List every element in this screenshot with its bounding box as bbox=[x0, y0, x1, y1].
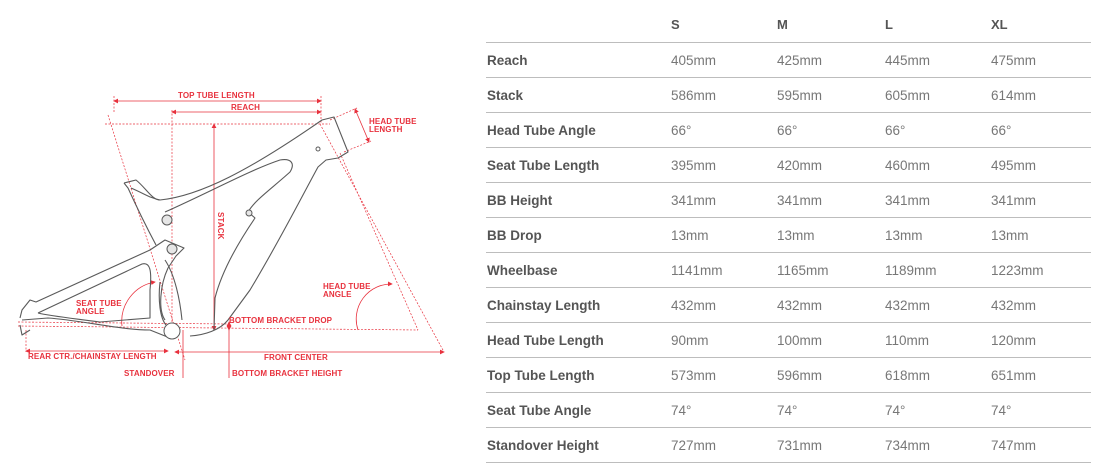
cell-xl: 66° bbox=[991, 123, 1012, 138]
table-row bbox=[486, 113, 1091, 148]
row-label: Wheelbase bbox=[487, 263, 558, 278]
cell-s: 573mm bbox=[671, 368, 717, 383]
cell-l: 432mm bbox=[885, 298, 931, 313]
column-header-l: L bbox=[885, 17, 893, 32]
cell-m: 100mm bbox=[777, 333, 823, 348]
cell-l: 66° bbox=[885, 123, 906, 138]
table-row bbox=[486, 288, 1091, 323]
cell-l: 618mm bbox=[885, 368, 931, 383]
cell-m: 1165mm bbox=[777, 263, 829, 278]
cell-xl: 475mm bbox=[991, 53, 1037, 68]
cell-xl: 341mm bbox=[991, 193, 1037, 208]
cell-l: 13mm bbox=[885, 228, 923, 243]
column-header-s: S bbox=[671, 17, 680, 32]
table-header bbox=[486, 0, 1091, 43]
cell-l: 110mm bbox=[885, 333, 930, 348]
row-label: Standover Height bbox=[487, 438, 599, 453]
table-row bbox=[486, 183, 1091, 218]
cell-m: 595mm bbox=[777, 88, 823, 103]
cell-s: 1141mm bbox=[671, 263, 723, 278]
table-row bbox=[486, 428, 1091, 463]
cell-m: 341mm bbox=[777, 193, 823, 208]
geometry-table bbox=[486, 0, 1091, 463]
table-row bbox=[486, 323, 1091, 358]
cell-s: 432mm bbox=[671, 298, 717, 313]
row-label: Top Tube Length bbox=[487, 368, 595, 383]
row-label: Seat Tube Length bbox=[487, 158, 600, 173]
cell-s: 341mm bbox=[671, 193, 717, 208]
cell-s: 13mm bbox=[671, 228, 709, 243]
row-label: Stack bbox=[487, 88, 524, 103]
cell-m: 596mm bbox=[777, 368, 823, 383]
table-row bbox=[486, 358, 1091, 393]
label-front-center: FRONT CENTER bbox=[264, 353, 328, 362]
cell-xl: 747mm bbox=[991, 438, 1037, 453]
row-label: Head Tube Length bbox=[487, 333, 604, 348]
cell-l: 734mm bbox=[885, 438, 931, 453]
cell-l: 460mm bbox=[885, 158, 931, 173]
cell-xl: 1223mm bbox=[991, 263, 1044, 278]
cell-m: 74° bbox=[777, 403, 798, 418]
cell-xl: 74° bbox=[991, 403, 1012, 418]
label-stack: STACK bbox=[216, 212, 225, 240]
cell-s: 90mm bbox=[671, 333, 709, 348]
cell-xl: 13mm bbox=[991, 228, 1029, 243]
cell-xl: 651mm bbox=[991, 368, 1037, 383]
label-head-tube-length: HEAD TUBE LENGTH bbox=[369, 117, 417, 134]
cell-m: 425mm bbox=[777, 53, 823, 68]
frame-geometry-diagram bbox=[0, 0, 470, 471]
row-label: Seat Tube Angle bbox=[487, 403, 592, 418]
cell-xl: 614mm bbox=[991, 88, 1037, 103]
cell-l: 605mm bbox=[885, 88, 931, 103]
label-seat-tube-angle: SEAT TUBE ANGLE bbox=[76, 299, 122, 316]
row-label: Head Tube Angle bbox=[487, 123, 596, 138]
cell-m: 432mm bbox=[777, 298, 823, 313]
table-row bbox=[486, 78, 1091, 113]
table-row bbox=[486, 393, 1091, 428]
label-rear-center: REAR CTR./CHAINSTAY LENGTH bbox=[28, 352, 157, 361]
label-bottom-bracket-height: BOTTOM BRACKET HEIGHT bbox=[232, 369, 343, 378]
cell-s: 586mm bbox=[671, 88, 717, 103]
bike-frame-drawing bbox=[0, 0, 470, 471]
cell-s: 395mm bbox=[671, 158, 717, 173]
cell-s: 727mm bbox=[671, 438, 717, 453]
table-row bbox=[486, 253, 1091, 288]
table-row bbox=[486, 43, 1091, 78]
row-label: BB Height bbox=[487, 193, 553, 208]
table-row bbox=[486, 148, 1091, 183]
cell-m: 420mm bbox=[777, 158, 823, 173]
label-bottom-bracket-drop: BOTTOM BRACKET DROP bbox=[229, 316, 333, 325]
cell-m: 13mm bbox=[777, 228, 815, 243]
label-standover: STANDOVER bbox=[124, 369, 175, 378]
cell-m: 731mm bbox=[777, 438, 823, 453]
cell-l: 74° bbox=[885, 403, 906, 418]
cell-l: 1189mm bbox=[885, 263, 937, 278]
label-top-tube-length: TOP TUBE LENGTH bbox=[178, 91, 255, 100]
column-header-m: M bbox=[777, 17, 788, 32]
row-label: Reach bbox=[487, 53, 528, 68]
cell-s: 74° bbox=[671, 403, 692, 418]
cell-s: 405mm bbox=[671, 53, 717, 68]
cell-s: 66° bbox=[671, 123, 692, 138]
cell-l: 341mm bbox=[885, 193, 931, 208]
cell-l: 445mm bbox=[885, 53, 931, 68]
cell-xl: 495mm bbox=[991, 158, 1037, 173]
column-header-xl: XL bbox=[991, 17, 1008, 32]
cell-xl: 120mm bbox=[991, 333, 1037, 348]
label-head-tube-angle: HEAD TUBE ANGLE bbox=[323, 282, 371, 299]
label-reach: REACH bbox=[231, 103, 260, 112]
row-label: Chainstay Length bbox=[487, 298, 601, 313]
row-label: BB Drop bbox=[487, 228, 542, 243]
cell-xl: 432mm bbox=[991, 298, 1037, 313]
table-row bbox=[486, 218, 1091, 253]
cell-m: 66° bbox=[777, 123, 798, 138]
